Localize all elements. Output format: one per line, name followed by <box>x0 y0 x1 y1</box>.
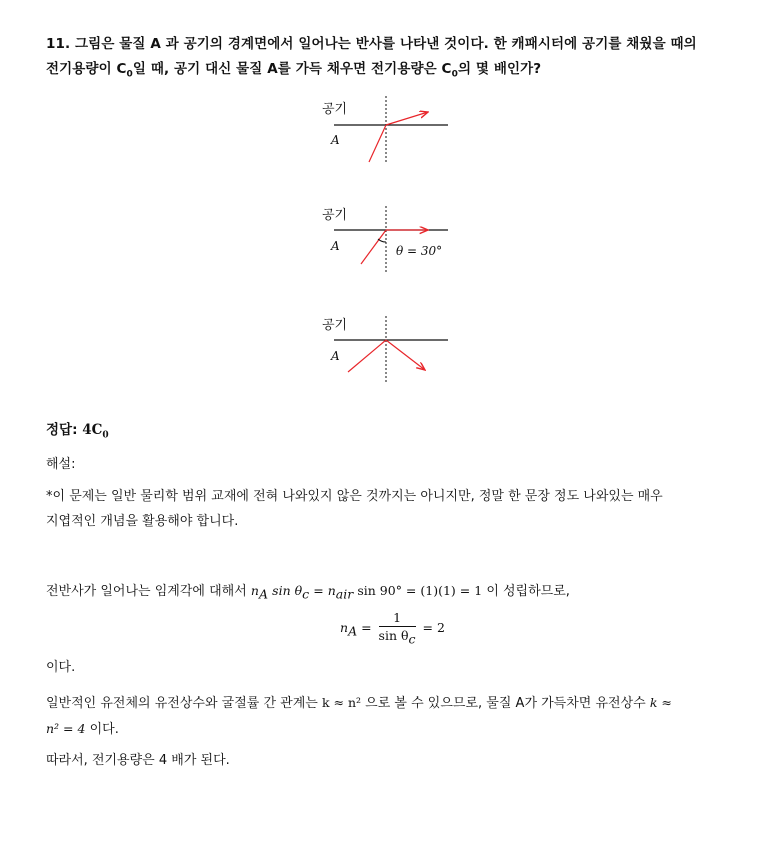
answer: 정답: $4C_0$ <box>46 422 109 441</box>
figure-total-reflection <box>300 316 470 396</box>
figure-critical-angle <box>300 206 470 286</box>
question-line-2: 전기용량이 $C_0$일 때, 공기 대신 물질 A를 가득 채우면 전기용량은 $C_0$의 몇 배인가? <box>46 61 542 80</box>
ida-text: 이다. <box>46 660 76 675</box>
index-formula: $n_A$ = $\frac{1}{\sin \theta_c}$ = 2 <box>340 610 445 647</box>
figure-material-label: A <box>331 349 340 363</box>
explanation-label: 해설: <box>46 457 76 472</box>
figure-refraction <box>300 96 470 176</box>
note: *이 문제는 일반 물리학 범위 교재에 전혀 나와있지 않은 것까지는 아니지만, 정말 한 문장 정도 나와있는 매우 지엽적인 개념을 활용해야 합니다. <box>46 489 663 529</box>
conclusion: 따라서, 전기용량은 4 배가 된다. <box>46 753 230 768</box>
angle-label: θ = 30° <box>396 244 443 258</box>
figure-material-label: A <box>331 133 340 147</box>
figure-air-label: 공기 <box>322 208 348 223</box>
question-number: 11. <box>46 36 71 52</box>
formula-fraction: $\frac{1}{\sin \theta_c}$ <box>378 610 416 647</box>
figure-air-label: 공기 <box>322 318 348 333</box>
critical-angle-statement: 전반사가 일어나는 임계각에 대해서 $n_A$ $\sin \theta_c = n_{air}$ sin 90° = (1)(1) = 1 이 성립하므로, <box>46 583 570 602</box>
figure-material-label: A <box>331 239 340 253</box>
figure-air-label: 공기 <box>322 102 348 117</box>
question-line-1: 11. 그림은 물질 A 과 공기의 경계면에서 일어나는 반사를 나타낸 것이다. 한 캐패시터에 공기를 채웠을 때의 <box>46 36 697 52</box>
question-text <box>46 32 718 88</box>
dielectric-relation: 일반적인 유전체의 유전상수와 굴절률 간 관계는 k ≈ n² 으로 볼 수 있으므로, 물질 A가 가득차면 유전상수 k ≈ n² = 4 이다. <box>46 695 672 737</box>
